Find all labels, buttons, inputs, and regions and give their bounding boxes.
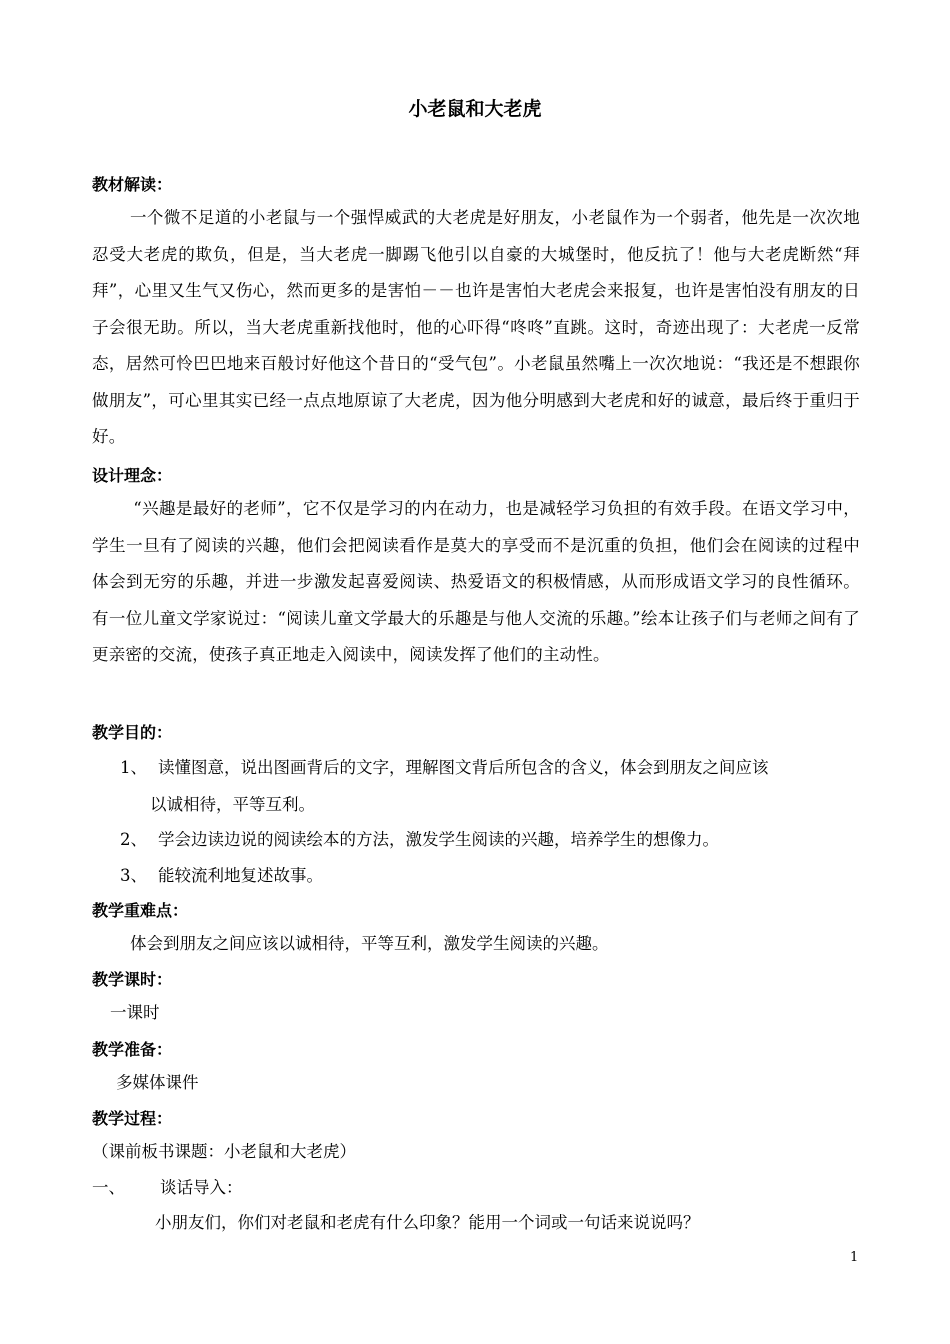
process-step-text: 小朋友们，你们对老鼠和老虎有什么印象？能用一个词或一句话来说说吗？ [155, 1213, 700, 1232]
material-paragraph: 一个微不足道的小老鼠与一个强悍威武的大老虎是好朋友，小老鼠作为一个弱者，他先是一次次地忍受大老虎的欺负，但是，当大老虎一脚踢飞他引以自豪的大城堡时，他反抗了！他与大老虎断然“拜拜”，心里又生气又伤心，然而更多的是害怕－－也许是害怕大老虎会来报复，也许是害怕没有朋友的日子会很无助。所以，当大老虎重新找他时，他的心吓得“咚咚”直跳。这时，奇迹出现了：大老虎一反常态，居然可怜巴巴地来百般讨好他这个昔日的“受气包”。小老鼠虽然嘴上一次次地说：“我还是不想跟你做朋友”，可心里其实已经一点点地原谅了大老虎，因为他分明感到大老虎和好的诚意，最后终于重归于好。 [92, 208, 860, 446]
goal-item-text: 学会边读边说的阅读绘本的方法，激发学生阅读的兴趣，培养学生的想像力。 [158, 830, 719, 849]
page-number: 1 [850, 1250, 859, 1265]
section-heading-hours: 教学课时： [92, 970, 173, 989]
goal-item-number: 2、 [120, 830, 147, 849]
section-heading-material: 教材解读： [92, 175, 173, 194]
process-step-number: 一、 [92, 1178, 125, 1197]
goal-item [120, 858, 865, 894]
concept-paragraph: “兴趣是最好的老师”，它不仅是学习的内在动力，也是减轻学习负担的有效手段。在语文学习中，学生一旦有了阅读的兴趣，他们会把阅读看作是莫大的享受而不是沉重的负担，他们会在阅读的过程中体会到无穷的乐趣，并进一步激发起喜爱阅读、热爱语文的积极情感，从而形成语文学习的良性循环。有一位儿童文学家说过：“阅读儿童文学最大的乐趣是与他人交流的乐趣。”绘本让孩子们与老师之间有了更亲密的交流，使孩子真正地走入阅读中，阅读发挥了他们的主动性。 [92, 499, 860, 664]
key-points-text: 体会到朋友之间应该以诚相待，平等互利，激发学生阅读的兴趣。 [130, 934, 609, 953]
goal-item [120, 750, 865, 786]
goal-item [120, 822, 865, 858]
goal-item-continuation: 以诚相待，平等互利。 [150, 795, 315, 814]
preparation-text: 多媒体课件 [116, 1073, 199, 1092]
section-heading-goals: 教学目的： [92, 723, 173, 742]
section-heading-key-points: 教学重难点： [92, 901, 189, 920]
goal-item-number: 3、 [120, 866, 147, 885]
section-heading-concept: 设计理念： [92, 466, 173, 485]
section-heading-preparation: 教学准备： [92, 1040, 173, 1059]
process-note: （课前板书课题：小老鼠和大老虎） [92, 1142, 356, 1161]
goal-item-number: 1、 [120, 758, 147, 777]
hours-text: 一课时 [110, 1003, 160, 1022]
goal-item-text: 读懂图意，说出图画背后的文字，理解图文背后所包含的含义，体会到朋友之间应该 [158, 758, 769, 777]
document-title: 小老鼠和大老虎 [408, 98, 542, 120]
process-step-title: 谈话导入： [160, 1178, 243, 1197]
goal-item-text: 能较流利地复述故事。 [158, 866, 323, 885]
section-heading-process: 教学过程： [92, 1109, 173, 1128]
